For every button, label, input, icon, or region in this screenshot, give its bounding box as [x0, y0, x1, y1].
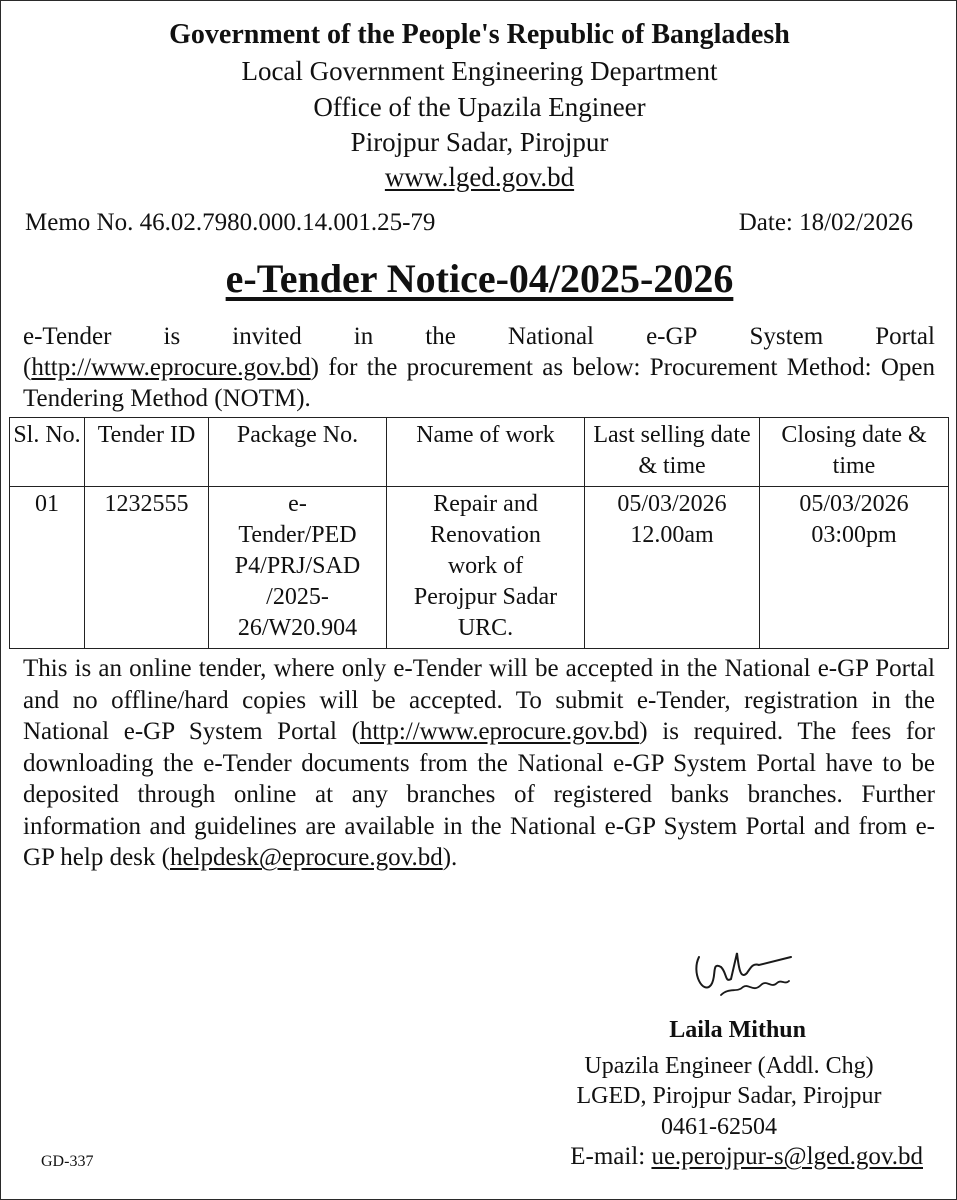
intro-paragraph [23, 321, 935, 414]
table-row [10, 487, 949, 649]
work-line: work of [447, 553, 524, 579]
body-text-3: ). [442, 844, 458, 871]
selling-line: 12.00am [630, 522, 714, 548]
closing-line: 05/03/2026 [799, 491, 909, 517]
col-header-work: Name of work [387, 418, 585, 487]
cell-closing [760, 487, 949, 649]
col-header-selling: Last selling date & time [585, 418, 760, 487]
footer-code: GD-337 [41, 1153, 94, 1170]
memo-number: Memo No. 46.02.7980.000.14.001.25-79 [25, 209, 436, 236]
signer-name: Laila Mithun [669, 1017, 806, 1043]
body-text-1: This is an online tender, where only e-Tender will be accepted in the National e-GP Portal and no offline/hard copies will be accepted. To submit e-Tender, registration in the National e-GP System Portal ( [23, 655, 935, 745]
signer-designation: Upazila Engineer (Addl. Chg) [584, 1053, 874, 1079]
intro-word: System [749, 323, 824, 350]
cell-tender-id: 1232555 [85, 487, 209, 649]
memo-date: Date: 18/02/2026 [738, 209, 913, 236]
office-location: Pirojpur Sadar, Pirojpur [350, 127, 609, 157]
department-name: Local Government Engineering Department [241, 56, 718, 86]
intro-word: the [425, 323, 456, 350]
cell-sl: 01 [10, 487, 85, 649]
work-line: Perojpur Sadar [413, 584, 558, 610]
col-header-sl: Sl. No. [10, 418, 85, 487]
intro-word: invited [232, 323, 302, 350]
col-header-package: Package No. [209, 418, 387, 487]
package-line: Tender/PED [238, 522, 357, 548]
col-header-closing: Closing date & time [760, 418, 949, 487]
intro-line-1 [23, 321, 935, 352]
government-title: Government of the People's Republic of Bangladesh [169, 19, 790, 50]
body-text-2: ) is required. The fees for downloading the e-Tender documents from the National e-GP System Portal have to be deposited through online at any branches of registered banks branches. Further information and guidelines are available in the National e-GP System Portal and from e-GP help desk ( [23, 718, 936, 871]
handwritten-signature [681, 943, 801, 1003]
work-line: Renovation [430, 522, 541, 548]
website-link[interactable]: www.lged.gov.bd [384, 162, 575, 192]
notice-title: e-Tender Notice-04/2025-2026 [225, 256, 734, 301]
cell-package [209, 487, 387, 649]
package-line: /2025- [266, 584, 329, 610]
helpdesk-email-link[interactable]: helpdesk@eprocure.gov.bd [169, 844, 443, 871]
paren: ( [23, 354, 32, 381]
eprocure-link[interactable]: http://www.eprocure.gov.bd [31, 354, 311, 381]
email-label: E-mail: [570, 1143, 652, 1170]
table-header-row [10, 418, 949, 487]
website-row [1, 161, 957, 193]
closing-line: 03:00pm [811, 522, 897, 548]
signer-email-link[interactable]: ue.perojpur-s@lged.gov.bd [651, 1143, 923, 1170]
intro-word: is [163, 323, 181, 350]
intro-word: e-Tender [23, 323, 112, 350]
body-paragraph [23, 653, 935, 874]
cell-work [387, 487, 585, 649]
office-name: Office of the Upazila Engineer [313, 92, 646, 122]
signer-phone: 0461-62504 [661, 1114, 777, 1140]
cell-selling [585, 487, 760, 649]
intro-word: e-GP [646, 323, 698, 350]
work-line: Repair and [433, 491, 538, 517]
eprocure-link-2[interactable]: http://www.eprocure.gov.bd [359, 718, 640, 745]
package-line: 26/W20.904 [237, 615, 358, 641]
intro-rest-text: ) for the procurement as below: Procurement Method: Open Tendering Method (NOTM). [23, 354, 935, 412]
intro-word: National [507, 323, 594, 350]
signer-email-row [570, 1143, 923, 1171]
intro-word: Portal [875, 323, 935, 350]
package-line: e- [288, 491, 307, 517]
col-header-tender-id: Tender ID [85, 418, 209, 487]
signer-office: LGED, Pirojpur Sadar, Pirojpur [576, 1083, 882, 1109]
tender-table [9, 417, 949, 649]
work-line: URC. [457, 615, 514, 641]
intro-word: in [353, 323, 374, 350]
intro-rest [23, 352, 935, 414]
selling-line: 05/03/2026 [617, 491, 727, 517]
package-line: P4/PRJ/SAD [234, 553, 361, 579]
